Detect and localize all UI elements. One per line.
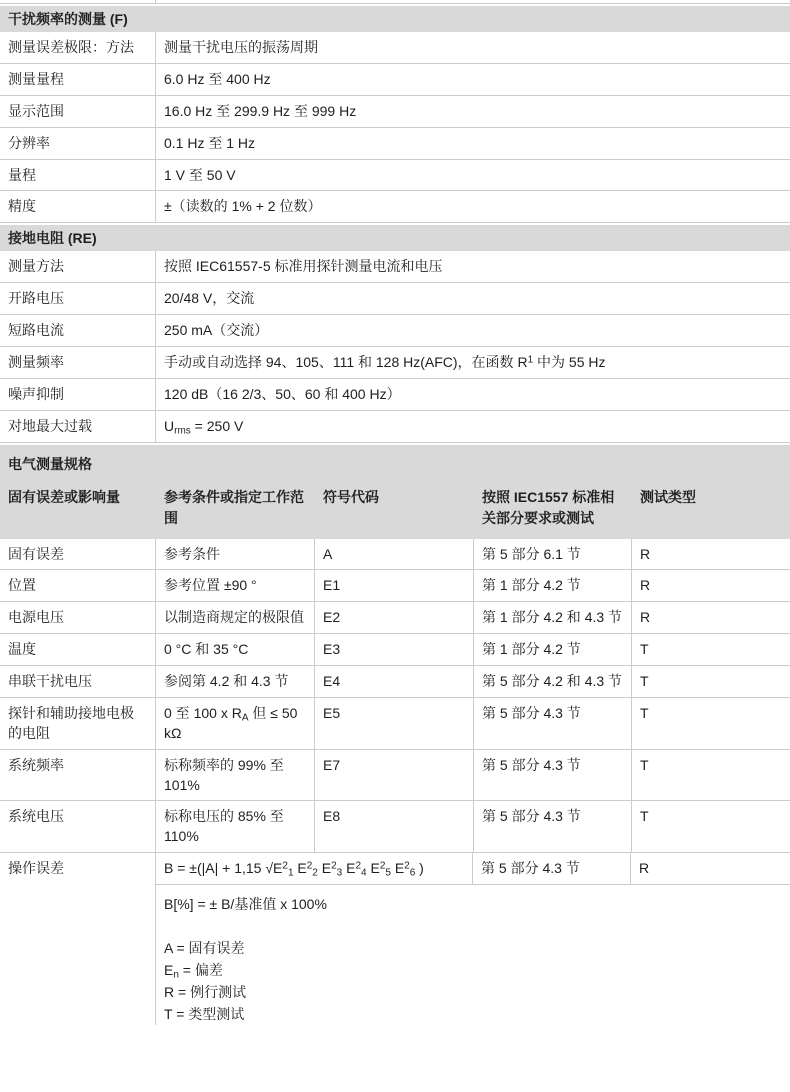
column-header: 测试类型 xyxy=(640,488,696,505)
cell-symbol: E2 xyxy=(315,602,474,633)
cell-quantity: 电源电压 xyxy=(0,602,156,633)
column-header: 参考条件或指定工作范围 xyxy=(164,488,304,526)
row-value: 手动或自动选择 94、105、111 和 128 Hz(AFC)，在函数 $R^1$ 中为 55 Hz xyxy=(164,353,606,370)
row-value: 6.0 Hz 至 400 Hz xyxy=(164,70,271,87)
table-row xyxy=(0,251,790,283)
cell-test-type: T xyxy=(640,673,649,689)
table-row xyxy=(0,160,790,192)
cell-symbol: E5 xyxy=(315,698,474,749)
table-row xyxy=(0,602,790,634)
row-label: 分辨率 xyxy=(0,128,156,159)
cell-condition: 0 °C 和 35 °C xyxy=(156,634,315,665)
row-label: 短路电流 xyxy=(0,315,156,346)
table-row xyxy=(0,411,790,443)
row-label: 开路电压 xyxy=(0,283,156,314)
cell-standard: 第 1 部分 4.2 和 4.3 节 xyxy=(474,602,632,633)
cell-condition: 标称频率的 99% 至 101% xyxy=(156,750,315,801)
column-header: 按照 IEC1557 标准相关部分要求或测试 xyxy=(482,488,615,526)
table-row xyxy=(0,283,790,315)
cell-standard: 第 5 部分 4.3 节 xyxy=(474,698,632,749)
table-row xyxy=(0,64,790,96)
table-row xyxy=(0,698,790,750)
section-title: 干扰频率的测量 (F) xyxy=(8,11,128,27)
cell-standard: 第 5 部分 6.1 节 xyxy=(474,539,632,570)
cell-quantity: 系统频率 xyxy=(0,750,156,801)
note-formula-percent: B[%] = ± B/基准值 x 100% xyxy=(164,896,327,912)
cell-condition: 0 至 100 x $R_A$ 但 ≤ 50 kΩ xyxy=(156,698,315,749)
cell-test-type: R xyxy=(639,860,650,877)
row-label: 对地最大过载 xyxy=(0,411,156,442)
row-label: 量程 xyxy=(0,160,156,191)
table-row xyxy=(0,32,790,64)
cell-quantity: 探针和辅助接地电极的电阻 xyxy=(0,698,156,749)
section-header-earth-resistance xyxy=(0,225,790,251)
section-header-interference-frequency xyxy=(0,6,790,32)
cell-standard: 第 5 部分 4.3 节 xyxy=(473,853,631,884)
section-title: 电气测量规格 xyxy=(8,455,92,472)
table-row xyxy=(0,191,790,223)
cell-quantity: 系统电压 xyxy=(0,801,156,852)
cell-quantity: 位置 xyxy=(0,570,156,601)
cell-test-type: T xyxy=(640,641,649,658)
cell-standard: 第 1 部分 4.2 节 xyxy=(474,634,632,665)
note-legend-a: A = 固有误差 xyxy=(164,940,245,956)
section-title: 接地电阻 (RE) xyxy=(8,230,97,247)
note-legend-en: $E_n$ = 偏差 xyxy=(164,962,223,981)
table-row xyxy=(0,379,790,411)
note-legend-t: T = 类型测试 xyxy=(164,1006,245,1022)
row-value: ±（读数的 1% + 2 位数） xyxy=(164,198,322,215)
cell-formula: B = ±(|A| + 1,15 $√E^2_1$ $E^2_2$ $E^2_3$ $E^2_4$ $E^2_5$ $E^2_6$ ) xyxy=(156,853,473,884)
section-header-electrical-specs xyxy=(0,445,790,539)
cell-symbol: E3 xyxy=(315,634,474,665)
table-row xyxy=(0,315,790,347)
table-row xyxy=(0,801,790,853)
table-row xyxy=(0,666,790,698)
cell-quantity: 温度 xyxy=(0,634,156,665)
row-value: 1 V 至 50 V xyxy=(164,166,236,183)
column-header-row xyxy=(0,487,790,529)
table-row xyxy=(0,128,790,160)
row-value: 250 mA（交流） xyxy=(164,322,269,338)
cell-condition: 参阅第 4.2 和 4.3 节 xyxy=(156,666,315,697)
row-value: 按照 IEC61557-5 标准用探针测量电流和电压 xyxy=(164,258,443,275)
cell-condition: 参考位置 ±90 ° xyxy=(156,570,315,601)
cell-symbol: E7 xyxy=(315,750,474,801)
row-label: 精度 xyxy=(0,191,156,222)
partial-top-row xyxy=(0,0,790,4)
operation-error-row xyxy=(156,853,790,885)
column-header: 固有误差或影响量 xyxy=(8,488,120,505)
cell-condition: 标称电压的 85% 至 110% xyxy=(156,801,315,852)
partial-top-row-label-cell xyxy=(0,0,156,3)
cell-symbol: E8 xyxy=(315,801,474,852)
table-row xyxy=(0,539,790,571)
cell-test-type: T xyxy=(640,756,649,773)
cell-symbol: E4 xyxy=(315,666,474,697)
row-label: 测量量程 xyxy=(0,64,156,95)
operation-error-block xyxy=(0,853,790,1025)
cell-test-type: R xyxy=(640,609,651,626)
cell-standard: 第 5 部分 4.2 和 4.3 节 xyxy=(474,666,632,697)
table-row xyxy=(0,347,790,379)
row-label: 测量频率 xyxy=(0,347,156,378)
row-label: 显示范围 xyxy=(0,96,156,127)
row-value: 20/48 V，交流 xyxy=(164,290,255,307)
cell-standard: 第 1 部分 4.2 节 xyxy=(474,570,632,601)
cell-quantity: 固有误差 xyxy=(0,539,156,570)
table-row xyxy=(0,570,790,602)
table-row xyxy=(0,96,790,128)
notes-cell xyxy=(156,885,790,1025)
operation-error-right xyxy=(156,853,790,1025)
cell-test-type: R xyxy=(640,545,651,562)
note-blank-line xyxy=(164,915,782,937)
table-row xyxy=(0,750,790,802)
note-legend-r: R = 例行测试 xyxy=(164,984,247,1000)
cell-condition: 参考条件 xyxy=(156,539,315,570)
column-header: 符号代码 xyxy=(323,488,379,505)
row-value: 测量干扰电压的振荡周期 xyxy=(164,39,318,55)
cell-test-type: T xyxy=(640,704,649,721)
row-value: 120 dB（16 2/3、50、60 和 400 Hz） xyxy=(164,385,401,402)
cell-quantity: 串联干扰电压 xyxy=(0,666,156,697)
cell-standard: 第 5 部分 4.3 节 xyxy=(474,801,632,852)
cell-test-type: T xyxy=(640,808,649,825)
row-label: 噪声抑制 xyxy=(0,379,156,410)
cell-standard: 第 5 部分 4.3 节 xyxy=(474,750,632,801)
cell-symbol: A xyxy=(315,539,474,570)
row-value: 0.1 Hz 至 1 Hz xyxy=(164,134,256,151)
cell-condition: 以制造商规定的极限值 xyxy=(156,602,315,633)
cell-quantity: 操作误差 xyxy=(0,853,156,1025)
row-label: 测量误差极限：方法 xyxy=(0,32,156,63)
cell-test-type: R xyxy=(640,577,651,594)
row-value: $U_{rms} = 250$ V xyxy=(164,417,244,437)
table-row xyxy=(0,634,790,666)
row-value: 16.0 Hz 至 299.9 Hz 至 999 Hz xyxy=(164,102,357,119)
cell-symbol: E1 xyxy=(315,570,474,601)
row-label: 测量方法 xyxy=(0,251,156,282)
